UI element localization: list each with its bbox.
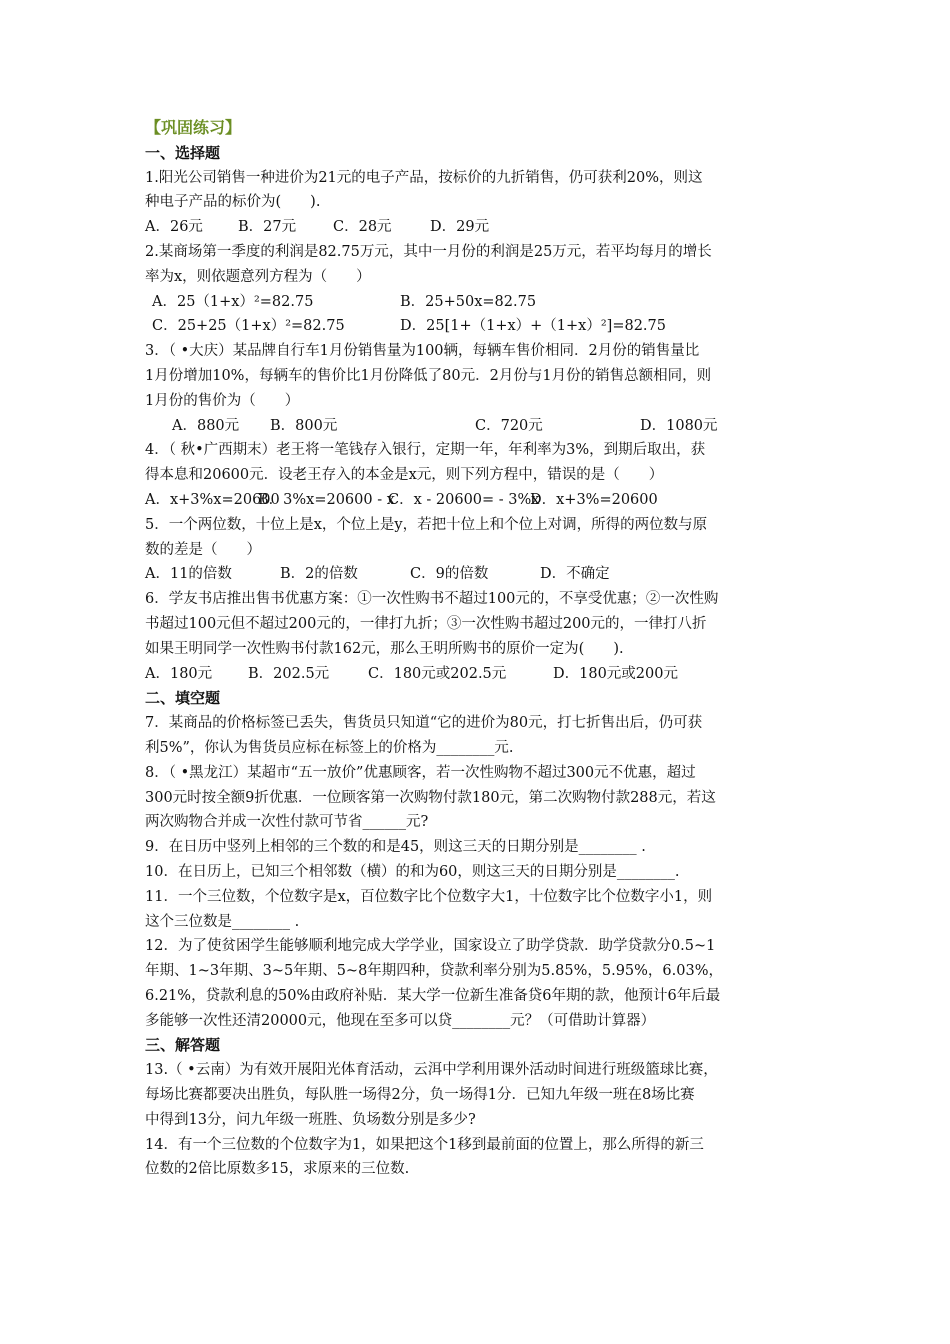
option: A．x+3%x=20600 bbox=[145, 491, 280, 508]
options-row bbox=[145, 488, 815, 513]
options-row bbox=[145, 414, 815, 439]
question-text: 11．一个三位数，个位数字是x，百位数字比个位数字大1，十位数字比个位数字小1，则 bbox=[145, 888, 713, 905]
options-row bbox=[145, 290, 815, 315]
question-text: 书超过100元但不超过200元的，一律打九折；③一次性购书超过200元的，一律打八折 bbox=[145, 615, 707, 632]
question-text: 1.阳光公司销售一种进价为21元的电子产品，按标价的九折销售，仍可获利20%，则这 bbox=[145, 169, 703, 186]
worksheet bbox=[145, 116, 815, 1182]
question-text: 率为x，则依题意列方程为（ ） bbox=[145, 268, 371, 285]
options-row bbox=[145, 215, 815, 240]
question-text: 年期、1~3年期、3~5年期、5~8年期四种，贷款利率分别为5.85%，5.95%，6.03%， bbox=[145, 963, 723, 980]
question-text: 1月份的售价为（ ） bbox=[145, 392, 300, 409]
question-text: 每场比赛都要决出胜负，每队胜一场得2分，负一场得1分．已知九年级一班在8场比赛 bbox=[145, 1087, 695, 1104]
option: B．800元 bbox=[270, 417, 338, 434]
question-text: 10．在日历上，已知三个相邻数（横）的和为60，则这三天的日期分别是________. bbox=[145, 863, 680, 880]
question-text: 这个三位数是________ . bbox=[145, 913, 300, 930]
question-text: 9．在日历中竖列上相邻的三个数的和是45，则这三天的日期分别是________ . bbox=[145, 839, 646, 856]
question-text: 300元时按全额9折优惠．一位顾客第一次购物付款180元，第二次购物付款288元，若这 bbox=[145, 789, 716, 806]
question-text: 数的差是（ ） bbox=[145, 541, 261, 558]
question-text: 6.21%，贷款利息的50%由政府补贴．某大学一位新生准备贷6年期的款，他预计6年后最 bbox=[145, 987, 721, 1004]
question-text: 多能够一次性还清20000元，他现在至多可以贷________元？（可借助计算器） bbox=[145, 1012, 656, 1029]
section-heading-choice: 一、选择题 bbox=[145, 143, 221, 162]
option: B．2的倍数 bbox=[280, 566, 358, 583]
section-heading-answer: 三、解答题 bbox=[145, 1036, 221, 1055]
option: D．x+3%=20600 bbox=[530, 491, 658, 508]
question-text: 6．学友书店推出售书优惠方案：①一次性购书不超过100元的，不享受优惠；②一次性购 bbox=[145, 591, 719, 608]
question-text: 得本息和20600元．设老王存入的本金是x元，则下列方程中，错误的是（ ） bbox=[145, 467, 664, 484]
option: B．25+50x=82.75 bbox=[400, 293, 537, 310]
question-text: 7．某商品的价格标签已丢失，售货员只知道“它的进价为80元，打七折售出后，仍可获 bbox=[145, 715, 703, 732]
option: C．180元或202.5元 bbox=[368, 665, 507, 682]
option: A．11的倍数 bbox=[145, 566, 232, 583]
option: C．28元 bbox=[333, 219, 392, 236]
question-text: 种电子产品的标价为( ). bbox=[145, 194, 321, 211]
option: D．不确定 bbox=[540, 566, 610, 583]
option: D．1080元 bbox=[640, 417, 718, 434]
question-text: 利5%”，你认为售货员应标在标签上的价格为________元. bbox=[145, 739, 514, 756]
option: D．25[1+（1+x）+（1+x）²]=82.75 bbox=[400, 318, 666, 335]
section-heading-fill: 二、填空题 bbox=[145, 689, 221, 708]
option: A．25（1+x）²=82.75 bbox=[152, 293, 314, 310]
worksheet-title: 【巩固练习】 bbox=[145, 118, 242, 137]
options-row bbox=[145, 314, 815, 339]
option: D．29元 bbox=[430, 219, 490, 236]
option: A．26元 bbox=[145, 219, 203, 236]
option: C．9的倍数 bbox=[410, 566, 489, 583]
question-text: 8．（ •黑龙江）某超市“五一放价”优惠顾客，若一次性购物不超过300元不优惠，超过 bbox=[145, 764, 696, 781]
question-text: 5．一个两位数，十位上是x，个位上是y，若把十位上和个位上对调，所得的两位数与原 bbox=[145, 516, 708, 533]
question-text: 1月份增加10%，每辆车的售价比1月份降低了80元．2月份与1月份的销售总额相同，则 bbox=[145, 367, 712, 384]
option: C．x - 20600= - 3%x bbox=[388, 491, 540, 508]
question-text: 3．（ •大庆）某品牌自行车1月份销售量为100辆，每辆车售价相同．2月份的销售量比 bbox=[145, 343, 700, 360]
question-text: 12．为了使贫困学生能够顺利地完成大学学业，国家设立了助学贷款．助学贷款分0.5~1 bbox=[145, 938, 716, 955]
option: C．720元 bbox=[475, 417, 543, 434]
options-row bbox=[145, 562, 815, 587]
question-text: 两次购物合并成一次性付款可节省______元? bbox=[145, 814, 429, 831]
option: D．180元或200元 bbox=[553, 665, 678, 682]
question-text: 14．有一个三位数的个位数字为1，如果把这个1移到最前面的位置上，那么所得的新三 bbox=[145, 1136, 704, 1153]
option: B．27元 bbox=[238, 219, 297, 236]
question-text: 13.（ •云南）为有效开展阳光体育活动，云洱中学利用课外活动时间进行班级篮球比赛， bbox=[145, 1062, 718, 1079]
option: B．3%x=20600 - x bbox=[258, 491, 395, 508]
question-text: 中得到13分，问九年级一班胜、负场数分别是多少? bbox=[145, 1111, 476, 1128]
question-text: 位数的2倍比原数多15，求原来的三位数. bbox=[145, 1161, 410, 1178]
question-text: 如果王明同学一次性购书付款162元，那么王明所购书的原价一定为( ). bbox=[145, 640, 624, 657]
options-row bbox=[145, 662, 815, 687]
question-text: 4．（ 秋•广西期末）老王将一笔钱存入银行，定期一年，年利率为3%，到期后取出，获 bbox=[145, 442, 706, 459]
option: A．180元 bbox=[145, 665, 213, 682]
option: C．25+25（1+x）²=82.75 bbox=[152, 318, 345, 335]
option: A．880元 bbox=[172, 417, 240, 434]
question-text: 2.某商场第一季度的利润是82.75万元，其中一月份的利润是25万元，若平均每月的增长 bbox=[145, 243, 712, 260]
option: B．202.5元 bbox=[248, 665, 330, 682]
